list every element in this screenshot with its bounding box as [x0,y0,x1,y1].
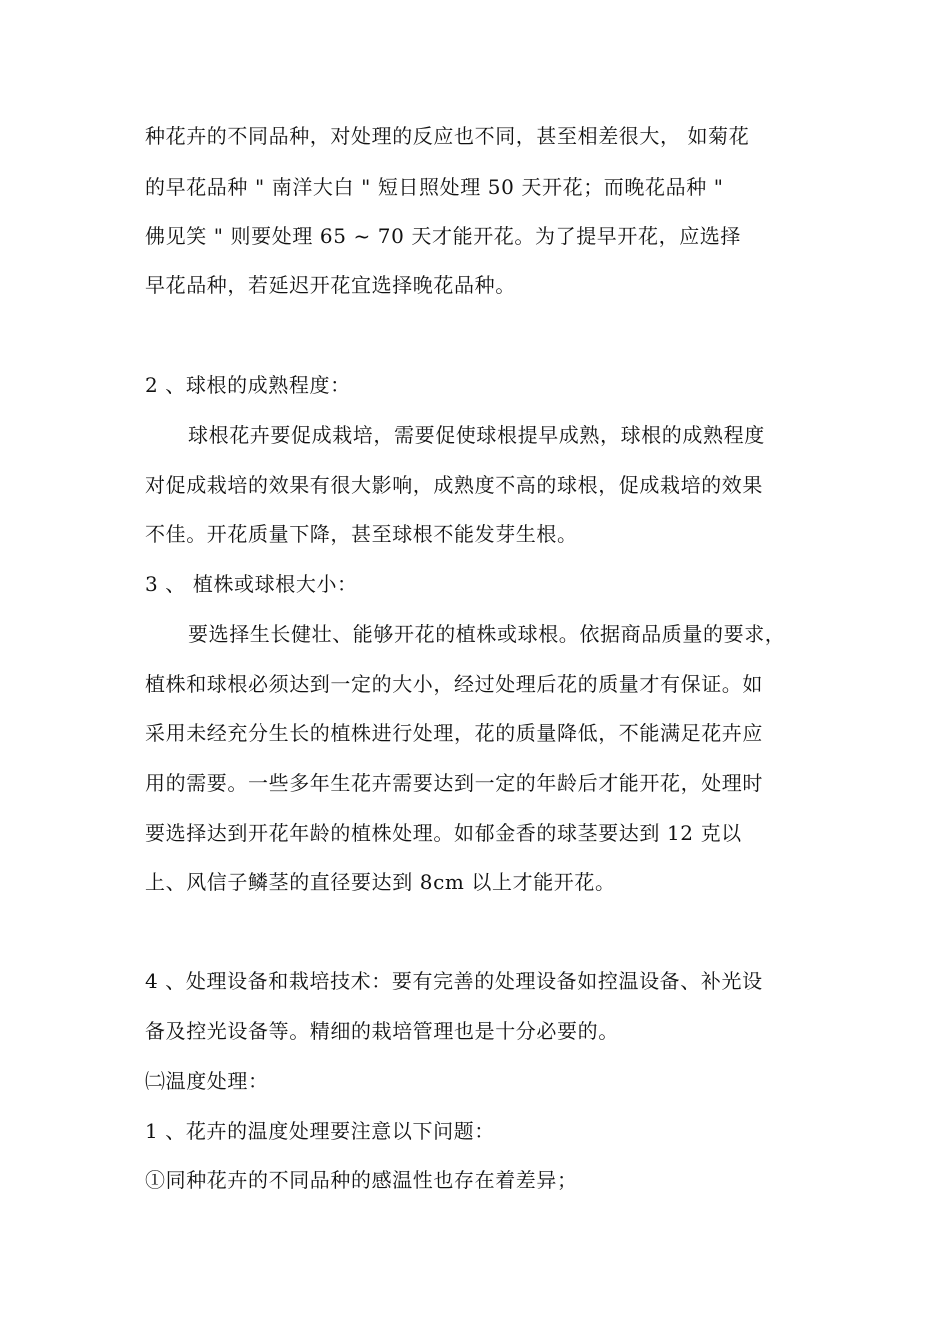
text-line: 采用未经充分生长的植株进行处理，花的质量降低，不能满足花卉应 [145,721,763,745]
text-line: 要选择达到开花年龄的植株处理。如郁金香的球茎要达到 12 克以 [145,821,742,845]
text-line: 种花卉的不同品种，对处理的反应也不同，甚至相差很大， 如菊花 [145,124,750,148]
text-line: 不佳。开花质量下降，甚至球根不能发芽生根。 [145,522,578,546]
text-line: 植株和球根必须达到一定的大小，经过处理后花的质量才有保证。如 [145,672,763,696]
text-line: 的早花品种 " 南洋大白 " 短日照处理 50 天开花；而晚花品种 " [145,175,724,199]
section-heading: 3 、 植株或球根大小： [145,572,358,596]
paragraph-first-line: 球根花卉要促成栽培，需要促使球根提早成熟，球根的成熟程度 [188,423,765,447]
section-heading: 1 、花卉的温度处理要注意以下问题： [145,1119,495,1143]
text-line: 用的需要。一些多年生花卉需要达到一定的年龄后才能开花，处理时 [145,771,763,795]
subsection-heading: ㈡温度处理： [145,1069,269,1093]
section-heading: 4 、处理设备和栽培技术：要有完善的处理设备如控温设备、补光设 [145,969,763,993]
text-line: 备及控光设备等。精细的栽培管理也是十分必要的。 [145,1019,619,1043]
section-heading: 2 、球根的成熟程度： [145,373,351,397]
list-item: ①同种花卉的不同品种的感温性也存在着差异； [145,1168,578,1192]
text-line: 早花品种，若延迟开花宜选择晚花品种。 [145,273,516,297]
text-line: 上、风信子鳞茎的直径要达到 8cm 以上才能开花。 [145,870,616,894]
paragraph-first-line: 要选择生长健壮、能够开花的植株或球根。依据商品质量的要求， [188,622,786,646]
text-line: 佛见笑 " 则要处理 65 ~ 70 天才能开花。为了提早开花，应选择 [145,224,741,248]
text-line: 对促成栽培的效果有很大影响，成熟度不高的球根，促成栽培的效果 [145,473,763,497]
